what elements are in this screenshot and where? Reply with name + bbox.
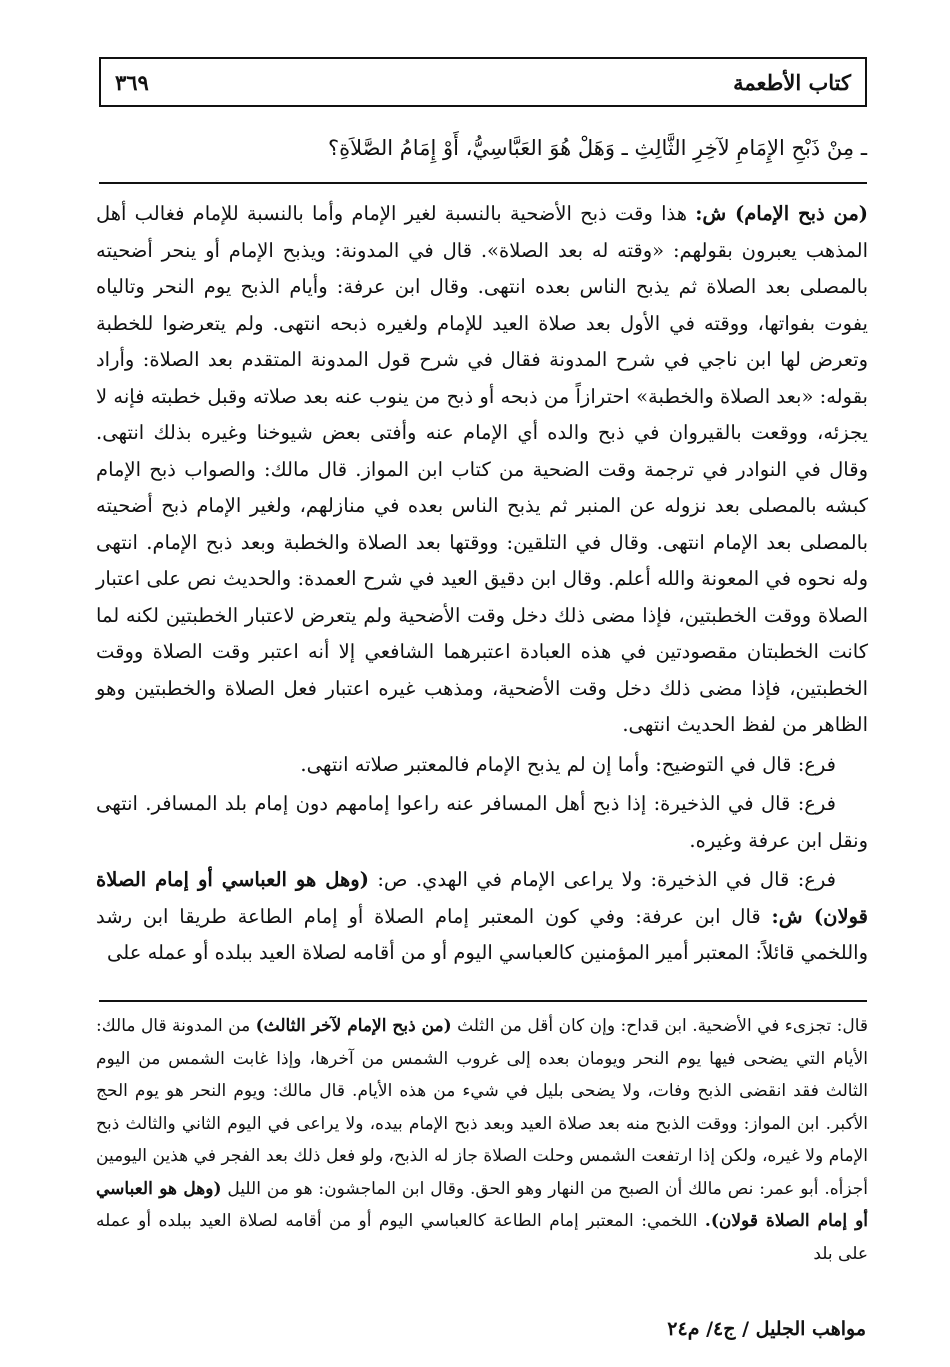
commentary-paragraph: فرع: قال في التوضيح: وأما إن لم يذبح الإمام فالمعتبر صلاته انتهى. (300, 752, 836, 776)
running-header (99, 57, 867, 107)
commentary-lead: (من ذبح الإمام) ش: (695, 202, 868, 225)
commentary-paragraph-text: قال ابن عرفة: وفي كون المعتبر إمام الصلاة أو إمام الطاعة طريقا ابن رشد واللخمي قائلاً: المعتبر أمير المؤمنين كالعباسي اليوم أو من أقامه لصلاة العيد ببلده أو عمله على (96, 904, 868, 964)
commentary-paragraph: فرع: قال في الذخيرة: إذا ذبح أهل المسافر عنه راعوا إمامهم دون إمام بلد المسافر. انتهى ونقل ابن عرفة وغيره. (96, 792, 868, 852)
footnote-text: من المدونة قال مالك: الأيام التي يضحى فيها يوم النحر ويومان بعده إلى غروب الشمس من آخرها، وإذا غابت الشمس من اليوم الثالث فقد انقضى الذبح وفات، ولا يضحى بليل في شيء من هذه الأيام. قال مالك: ويوم النحر هو يوم الحج الأكبر. ابن المواز: ووقت الذبح منه بعد صلاة العيد وبعد ذبح الإمام بيده، ولا يراعى في اليوم الثاني والثالث ذبح الإمام ولا غيره، ولكن إذا ارتفعت الشمس وحلت الصلاة جاز له الذبح، ولو فعل ذلك بعد الفجر في هذين اليومين أجزأه. أبو عمر: نص مالك أن الصبح من النهار وهو الحق. وقال ابن الماجشون: هو من الليل (96, 1016, 868, 1199)
footnote-bold-text: (من ذبح الإمام لآخر الثالث) (255, 1016, 452, 1036)
matn-text: ـ مِنْ ذَبْحِ الإِمَامِ لآخِرِ الثَّالِثِ ـ وَهَلْ هُوَ العَبَّاسِيُّ، أَوْ إِمَامُ الصَّلاَةِ؟ (328, 136, 867, 160)
chapter-title: كتاب الأطعمة (733, 69, 851, 95)
footnote-text: اللخمي: المعتبر إمام الطاعة كالعباسي اليوم أو من أقامه لصلاة العيد ببلده أو عمله على بلد (96, 1211, 868, 1264)
commentary-paragraph-text: فرع: قال في الذخيرة: ولا يراعى الإمام في الهدي. ص: (368, 868, 837, 891)
commentary-body (96, 196, 868, 972)
commentary-paragraph-text: هذا وقت ذبح الأضحية بالنسبة لغير الإمام وأما بالنسبة للإمام فغالب أهل المذهب يعبرون بقولهم: «وقته له بعد الصلاة». قال في المدونة: ويذبح الإمام أو ينحر أضحيته بالمصلى بعد الصلاة ثم يذبح الناس بعده انتهى. وقال ابن عرفة: وأيام الذبح يوم النحر وتالياه يفوت بفواتها، ووقته في الأول بعد صلاة العيد للإمام ولغيره ذبحه انتهى. ولم يتعرضوا للخطبة وتعرض لها ابن ناجي في شرح المدونة فقال في شرح قول المدونة المتقدم بعد الصلاة: وأراد بقوله: «بعد الصلاة والخطبة» احترازاً من ذبحه أو ذبح من ينوب عنه بعد صلاته وقبل خطبته فإنه لا يجزئه، ووقعت بالقيروان في ذبح والده أي الإمام عنه وأفتى بعض شيوخنا وغيره بذلك انتهى. وقال في النوادر في ترجمة وقت الضحية من كتاب ابن المواز. قال مالك: والصواب ذبح الإمام كبشه بالمصلى بعد نزوله عن المنبر ثم يذبح الناس بعده في منازلهم، ولغير الإمام ذبح أضحيته بالمصلى بعد الإمام انتهى. وقال في التلقين: ووقتها بعد الصلاة والخطبة وبعد ذبح الإمام. انتهى وله نحوه في المعونة والله أعلم. وقال ابن دقيق العيد في شرح العمدة: والحديث نص على اعتبار الصلاة ووقت الخطبتين، فإذا مضى ذلك دخل وقت الأضحية ولم يتعرض لاعتبار الخطبتين لكنه لما كانت الخطبتان مقصودتين في هذه العبادة اعتبرهما الشافعي إلا أنه اعتبر وقت الصلاة ووقت الخطبتين، فإذا مضى ذلك دخل وقت الأضحية، ومذهب غيره اعتبار فعل الصلاة والخطبتين وهو الظاهر من لفظ الحديث انتهى. (96, 202, 868, 736)
footnote-bold-text: (وهل هو العباسي أو إمام الصلاة قولان). (96, 1178, 868, 1231)
footnote-body (96, 1010, 868, 1270)
signature-mark: مواهب الجليل / ج٤/ م٢٤ (667, 1318, 866, 1340)
footnote-separator-rule (99, 1000, 867, 1002)
commentary-paragraph (96, 196, 868, 744)
commentary-lead: (وهل هو العباسي أو إمام الصلاة قولان) ش: (96, 868, 868, 928)
separator-rule (99, 182, 867, 184)
commentary-paragraph (96, 862, 868, 972)
footnote-text: قال: تجزىء في الأضحية. ابن قداح: وإن كان أقل من الثلث (451, 1016, 868, 1036)
page-number: ٣٦٩ (115, 69, 149, 95)
footnote-paragraph (96, 1010, 868, 1270)
